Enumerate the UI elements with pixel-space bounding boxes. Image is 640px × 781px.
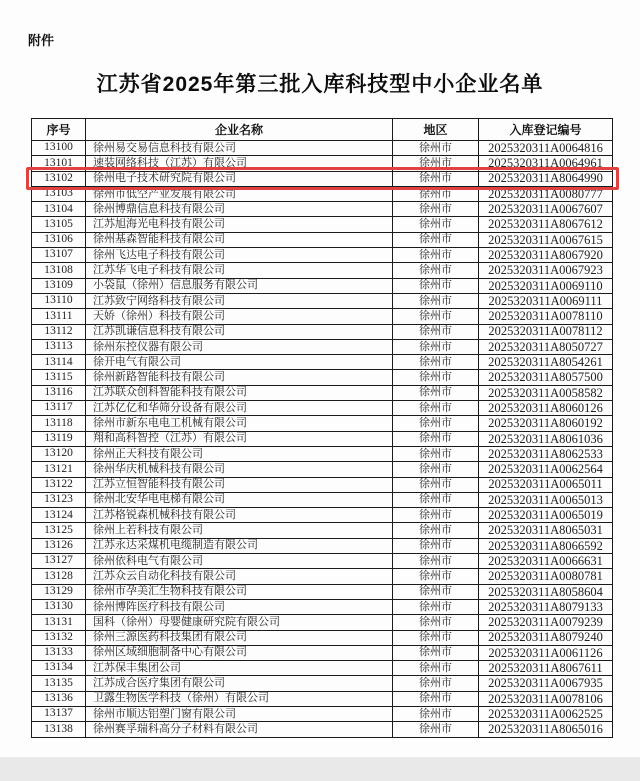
table-cell-name: 徐州市孕美汇生物科技有限公司 <box>86 584 393 599</box>
table-row <box>32 232 613 247</box>
table-cell-seq: 13119 <box>32 431 86 446</box>
table-cell-region: 徐州市 <box>393 691 479 706</box>
table-row <box>32 584 613 599</box>
table-cell-seq: 13116 <box>32 385 86 400</box>
table-row <box>32 202 613 217</box>
table-cell-seq: 13129 <box>32 584 86 599</box>
table-cell-region: 徐州市 <box>393 446 479 461</box>
table-row <box>32 523 613 538</box>
table-cell-seq: 13123 <box>32 492 86 507</box>
table-cell-code: 2025320311A0058582 <box>479 385 613 400</box>
table-cell-seq: 13132 <box>32 630 86 645</box>
table-cell-code: 2025320311A0067615 <box>479 232 613 247</box>
table-header-row <box>32 119 613 141</box>
table-cell-code: 2025320311A0078110 <box>479 309 613 324</box>
table-cell-code: 2025320311A0069110 <box>479 278 613 293</box>
table-cell-region: 徐州市 <box>393 278 479 293</box>
table-row <box>32 309 613 324</box>
table-cell-region: 徐州市 <box>393 171 479 186</box>
table-cell-region: 徐州市 <box>393 186 479 201</box>
table-row <box>32 599 613 614</box>
table-cell-name: 徐州博鼎信息科技有限公司 <box>86 202 393 217</box>
table-cell-code: 2025320311A8057500 <box>479 370 613 385</box>
table-row <box>32 355 613 370</box>
table-cell-region: 徐州市 <box>393 508 479 523</box>
table-cell-code: 2025320311A0080781 <box>479 569 613 584</box>
table-cell-region: 徐州市 <box>393 492 479 507</box>
table-cell-code: 2025320311A8065031 <box>479 523 613 538</box>
table-cell-name: 江苏联众创科智能科技有限公司 <box>86 385 393 400</box>
table-cell-name: 江苏保丰集团公司 <box>86 661 393 676</box>
table-cell-code: 2025320311A8067920 <box>479 248 613 263</box>
table-cell-seq: 13122 <box>32 477 86 492</box>
table-row <box>32 278 613 293</box>
table-cell-seq: 13138 <box>32 722 86 737</box>
table-cell-region: 徐州市 <box>393 645 479 660</box>
table-cell-code: 2025320311A0067607 <box>479 202 613 217</box>
table-row <box>32 293 613 308</box>
table-cell-name: 徐州华庆机械科技有限公司 <box>86 462 393 477</box>
table-cell-code: 2025320311A0066631 <box>479 554 613 569</box>
table-cell-seq: 13134 <box>32 661 86 676</box>
table-cell-code: 2025320311A8066592 <box>479 538 613 553</box>
table-row <box>32 156 613 171</box>
table-row <box>32 508 613 523</box>
table-cell-code: 2025320311A0079239 <box>479 615 613 630</box>
table-row <box>32 569 613 584</box>
table-row <box>32 615 613 630</box>
table-cell-name: 徐州三源医药科技集团有限公司 <box>86 630 393 645</box>
table-cell-name: 翔和高科智控（江苏）有限公司 <box>86 431 393 446</box>
table-cell-region: 徐州市 <box>393 401 479 416</box>
table-cell-region: 徐州市 <box>393 416 479 431</box>
table-cell-name: 江苏亿亿和华筛分设备有限公司 <box>86 401 393 416</box>
table-cell-name: 徐州上若科技有限公司 <box>86 523 393 538</box>
table-cell-region: 徐州市 <box>393 385 479 400</box>
table-cell-code: 2025320311A0067923 <box>479 263 613 278</box>
table-cell-name: 徐州赛孚瑞科高分子材料有限公司 <box>86 722 393 737</box>
table-cell-seq: 13106 <box>32 232 86 247</box>
table-cell-seq: 13133 <box>32 645 86 660</box>
table-cell-seq: 13131 <box>32 615 86 630</box>
table-cell-name: 徐州电子技术研究院有限公司 <box>86 171 393 186</box>
table-cell-code: 2025320311A8062533 <box>479 446 613 461</box>
table-cell-code: 2025320311A0078112 <box>479 324 613 339</box>
table-cell-code: 2025320311A0064961 <box>479 156 613 171</box>
table-cell-seq: 13100 <box>32 141 86 156</box>
table-cell-seq: 13102 <box>32 171 86 186</box>
table-row <box>32 171 613 186</box>
table-cell-name: 小袋鼠（徐州）信息服务有限公司 <box>86 278 393 293</box>
table-cell-seq: 13136 <box>32 691 86 706</box>
table-row <box>32 401 613 416</box>
table-cell-region: 徐州市 <box>393 477 479 492</box>
table-cell-code: 2025320311A8067611 <box>479 661 613 676</box>
table-cell-code: 2025320311A0078106 <box>479 691 613 706</box>
table-cell-region: 徐州市 <box>393 355 479 370</box>
table-cell-name: 江苏格锐森机械科技有限公司 <box>86 508 393 523</box>
table-cell-region: 徐州市 <box>393 599 479 614</box>
table-cell-region: 徐州市 <box>393 232 479 247</box>
table-cell-region: 徐州市 <box>393 339 479 354</box>
table-cell-name: 国科（徐州）母婴健康研究院有限公司 <box>86 615 393 630</box>
table-cell-name: 徐开电气有限公司 <box>86 355 393 370</box>
table-row <box>32 462 613 477</box>
table-cell-seq: 13121 <box>32 462 86 477</box>
table-cell-name: 江苏成合医疗集团有限公司 <box>86 676 393 691</box>
table-cell-name: 江苏永达采煤机电缆制造有限公司 <box>86 538 393 553</box>
table-row <box>32 370 613 385</box>
table-row <box>32 645 613 660</box>
table-row <box>32 477 613 492</box>
table-cell-name: 徐州北安华电电梯有限公司 <box>86 492 393 507</box>
company-table-wrap <box>31 118 612 738</box>
table-cell-region: 徐州市 <box>393 538 479 553</box>
table-cell-name: 江苏旭海光电科技有限公司 <box>86 217 393 232</box>
table-cell-name: 天娇（徐州）科技有限公司 <box>86 309 393 324</box>
page-title: 江苏省2025年第三批入库科技型中小企业名单 <box>96 73 544 96</box>
table-cell-seq: 13127 <box>32 554 86 569</box>
table-cell-region: 徐州市 <box>393 615 479 630</box>
table-row <box>32 661 613 676</box>
table-cell-code: 2025320311A0064816 <box>479 141 613 156</box>
table-cell-region: 徐州市 <box>393 569 479 584</box>
table-cell-region: 徐州市 <box>393 706 479 721</box>
table-cell-name: 徐州区域细胞制备中心有限公司 <box>86 645 393 660</box>
table-cell-code: 2025320311A0080777 <box>479 186 613 201</box>
table-cell-seq: 13111 <box>32 309 86 324</box>
table-cell-code: 2025320311A0061126 <box>479 645 613 660</box>
table-cell-seq: 13137 <box>32 706 86 721</box>
table-cell-region: 徐州市 <box>393 462 479 477</box>
table-cell-name: 速装网络科技（江苏）有限公司 <box>86 156 393 171</box>
column-header-code: 入库登记编号 <box>479 119 613 141</box>
table-cell-name: 江苏华飞电子科技有限公司 <box>86 263 393 278</box>
table-cell-region: 徐州市 <box>393 156 479 171</box>
table-cell-name: 徐州市顺达铝塑门窗有限公司 <box>86 706 393 721</box>
table-cell-code: 2025320311A0062525 <box>479 706 613 721</box>
table-cell-region: 徐州市 <box>393 370 479 385</box>
table-cell-code: 2025320311A8065016 <box>479 722 613 737</box>
table-cell-seq: 13104 <box>32 202 86 217</box>
table-cell-code: 2025320311A8079133 <box>479 599 613 614</box>
table-cell-region: 徐州市 <box>393 676 479 691</box>
table-cell-code: 2025320311A0065011 <box>479 477 613 492</box>
table-cell-name: 江苏致宁网络科技有限公司 <box>86 293 393 308</box>
table-cell-code: 2025320311A0067935 <box>479 676 613 691</box>
table-cell-name: 卫露生物医学科技（徐州）有限公司 <box>86 691 393 706</box>
table-row <box>32 722 613 737</box>
company-table <box>31 118 613 738</box>
table-cell-region: 徐州市 <box>393 523 479 538</box>
table-cell-seq: 13124 <box>32 508 86 523</box>
table-cell-seq: 13125 <box>32 523 86 538</box>
table-cell-region: 徐州市 <box>393 202 479 217</box>
table-cell-region: 徐州市 <box>393 263 479 278</box>
table-row <box>32 339 613 354</box>
table-cell-region: 徐州市 <box>393 584 479 599</box>
table-cell-region: 徐州市 <box>393 722 479 737</box>
table-row <box>32 263 613 278</box>
table-cell-name: 徐州东控仪器有限公司 <box>86 339 393 354</box>
table-cell-seq: 13114 <box>32 355 86 370</box>
table-cell-seq: 13103 <box>32 186 86 201</box>
table-cell-name: 徐州基森智能科技有限公司 <box>86 232 393 247</box>
table-row <box>32 141 613 156</box>
table-cell-seq: 13120 <box>32 446 86 461</box>
table-cell-name: 徐州飞达电子科技有限公司 <box>86 248 393 263</box>
table-row <box>32 676 613 691</box>
table-row <box>32 385 613 400</box>
table-row <box>32 217 613 232</box>
table-cell-name: 江苏众云自动化科技有限公司 <box>86 569 393 584</box>
table-cell-code: 2025320311A8079240 <box>479 630 613 645</box>
table-cell-region: 徐州市 <box>393 141 479 156</box>
table-row <box>32 431 613 446</box>
table-cell-seq: 13135 <box>32 676 86 691</box>
table-cell-name: 徐州依科电气有限公司 <box>86 554 393 569</box>
table-cell-name: 徐州正天科技有限公司 <box>86 446 393 461</box>
table-row <box>32 248 613 263</box>
table-row <box>32 538 613 553</box>
table-cell-seq: 13113 <box>32 339 86 354</box>
table-cell-name: 徐州新路智能科技有限公司 <box>86 370 393 385</box>
table-cell-name: 徐州博阵医疗科技有限公司 <box>86 599 393 614</box>
table-cell-code: 2025320311A0062564 <box>479 462 613 477</box>
table-cell-seq: 13110 <box>32 293 86 308</box>
table-cell-region: 徐州市 <box>393 248 479 263</box>
table-cell-name: 徐州市低空产业发展有限公司 <box>86 186 393 201</box>
table-cell-name: 徐州易交易信息科技有限公司 <box>86 141 393 156</box>
table-cell-code: 2025320311A8060192 <box>479 416 613 431</box>
table-row <box>32 446 613 461</box>
table-cell-code: 2025320311A8067612 <box>479 217 613 232</box>
column-header-name: 企业名称 <box>86 119 393 141</box>
attachment-label: 附件 <box>28 33 55 48</box>
column-header-seq: 序号 <box>32 119 86 141</box>
table-cell-seq: 13112 <box>32 324 86 339</box>
table-cell-code: 2025320311A8061036 <box>479 431 613 446</box>
table-cell-seq: 13101 <box>32 156 86 171</box>
table-cell-seq: 13128 <box>32 569 86 584</box>
table-cell-seq: 13105 <box>32 217 86 232</box>
table-cell-seq: 13107 <box>32 248 86 263</box>
table-cell-seq: 13126 <box>32 538 86 553</box>
table-cell-code: 2025320311A8064990 <box>479 171 613 186</box>
table-row <box>32 706 613 721</box>
table-cell-seq: 13130 <box>32 599 86 614</box>
table-cell-code: 2025320311A8054261 <box>479 355 613 370</box>
table-cell-name: 江苏立恒智能科技有限公司 <box>86 477 393 492</box>
table-cell-seq: 13118 <box>32 416 86 431</box>
table-cell-region: 徐州市 <box>393 661 479 676</box>
column-header-region: 地区 <box>393 119 479 141</box>
table-row <box>32 186 613 201</box>
table-row <box>32 554 613 569</box>
table-cell-name: 江苏凯谦信息科技有限公司 <box>86 324 393 339</box>
table-cell-region: 徐州市 <box>393 324 479 339</box>
table-cell-seq: 13117 <box>32 401 86 416</box>
table-cell-region: 徐州市 <box>393 293 479 308</box>
table-cell-code: 2025320311A8058604 <box>479 584 613 599</box>
table-cell-code: 2025320311A8060126 <box>479 401 613 416</box>
table-row <box>32 416 613 431</box>
table-cell-code: 2025320311A0069111 <box>479 293 613 308</box>
table-cell-code: 2025320311A8050727 <box>479 339 613 354</box>
table-cell-region: 徐州市 <box>393 630 479 645</box>
table-cell-name: 徐州市新东电电工机械有限公司 <box>86 416 393 431</box>
table-row <box>32 691 613 706</box>
table-cell-region: 徐州市 <box>393 217 479 232</box>
table-cell-seq: 13108 <box>32 263 86 278</box>
table-cell-code: 2025320311A0065013 <box>479 492 613 507</box>
table-cell-region: 徐州市 <box>393 309 479 324</box>
table-row <box>32 630 613 645</box>
table-cell-region: 徐州市 <box>393 554 479 569</box>
table-cell-region: 徐州市 <box>393 431 479 446</box>
table-cell-seq: 13109 <box>32 278 86 293</box>
table-row <box>32 492 613 507</box>
table-row <box>32 324 613 339</box>
table-cell-code: 2025320311A0065019 <box>479 508 613 523</box>
table-cell-seq: 13115 <box>32 370 86 385</box>
